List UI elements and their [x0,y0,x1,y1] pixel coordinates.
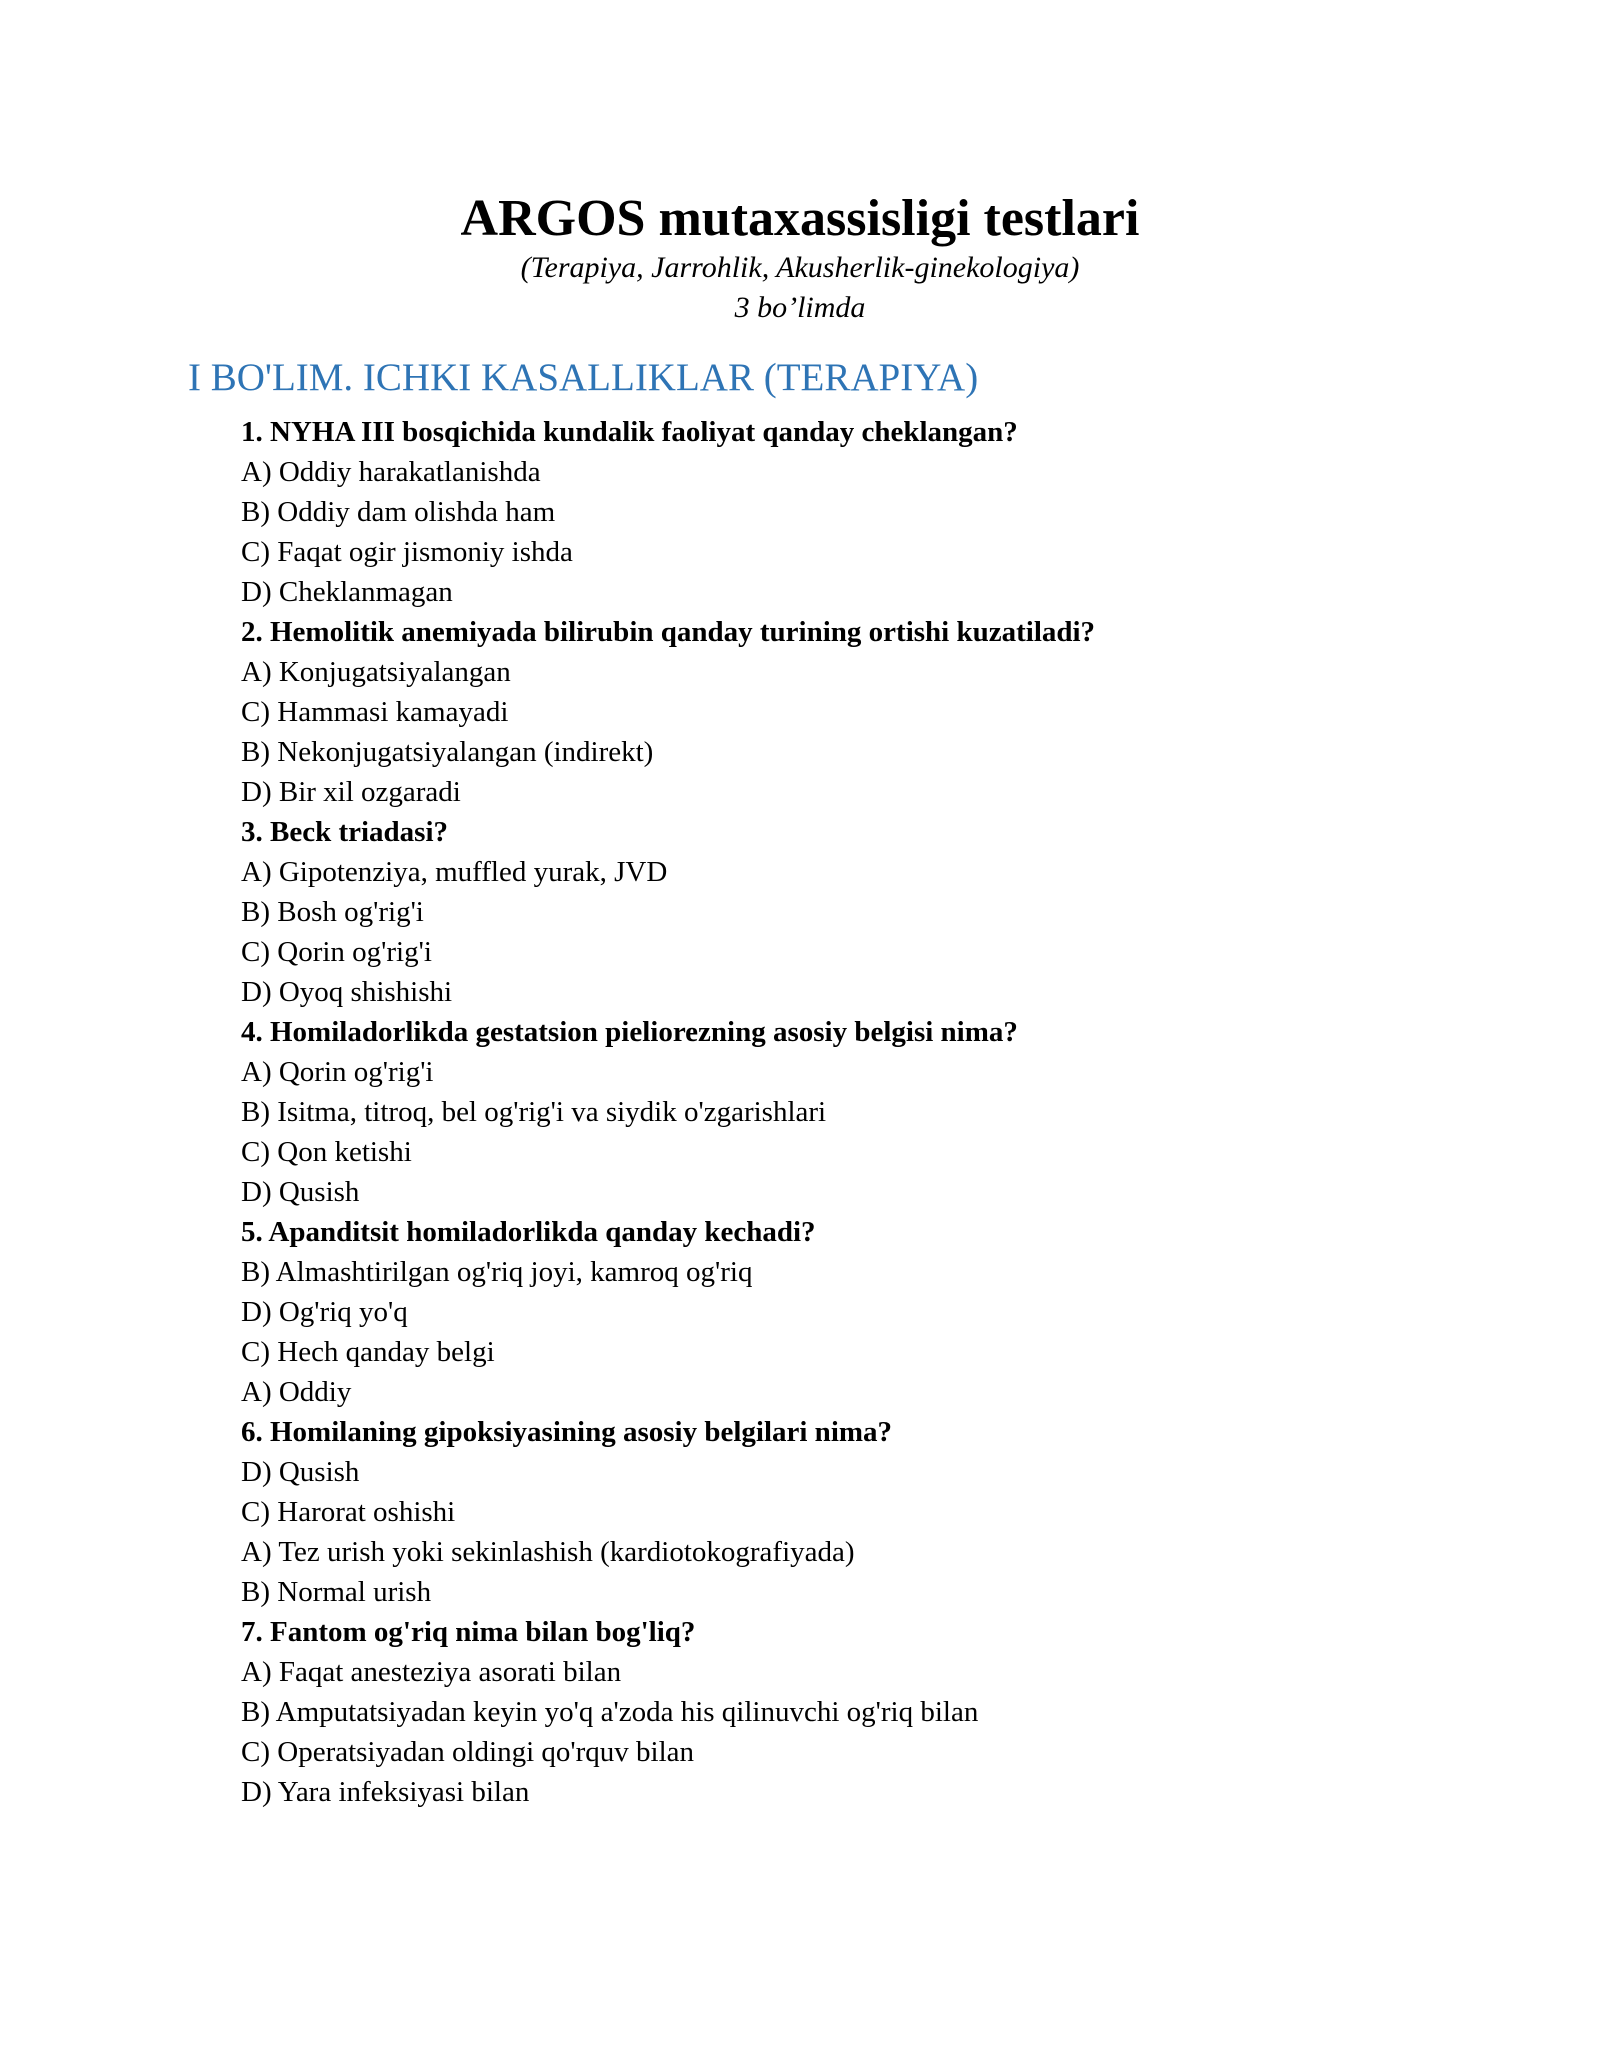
question-block [241,1612,1541,1812]
question-block [241,812,1541,1012]
answer-option: C) Qorin og'rig'i [241,936,432,968]
answer-option: D) Oyoq shishishi [241,976,453,1008]
answer-option: B) Amputatsiyadan keyin yo'q a'zoda his qilinuvchi og'riq bilan [241,1696,979,1728]
answer-option: D) Yara infeksiyasi bilan [241,1776,530,1808]
question-text: 3. Beck triadasi? [241,816,449,848]
answer-option: A) Oddiy harakatlanishda [241,456,541,488]
answer-option: A) Konjugatsiyalangan [241,656,511,688]
answer-option: B) Oddiy dam olishda ham [241,496,556,528]
question-list [241,412,1541,1812]
answer-option: B) Normal urish [241,1576,432,1608]
answer-option: A) Qorin og'rig'i [241,1056,434,1088]
question-block [241,612,1541,812]
answer-option: D) Bir xil ozgaradi [241,776,461,808]
answer-option: B) Nekonjugatsiyalangan (indirekt) [241,736,654,768]
answer-option: A) Tez urish yoki sekinlashish (kardiotokografiyada) [241,1536,855,1568]
question-text: 2. Hemolitik anemiyada bilirubin qanday turining ortishi kuzatiladi? [241,616,1096,648]
question-block [241,1012,1541,1212]
document-subtitle: (Terapiya, Jarrohlik, Akusherlik-ginekologiya) [520,251,1080,284]
answer-option: D) Cheklanmagan [241,576,453,608]
question-block [241,412,1541,612]
answer-option: C) Faqat ogir jismoniy ishda [241,536,573,568]
question-block [241,1212,1541,1412]
answer-option: C) Hech qanday belgi [241,1336,495,1368]
answer-option: C) Operatsiyadan oldingi qo'rquv bilan [241,1736,695,1768]
answer-option: C) Hammasi kamayadi [241,696,509,728]
document-title: ARGOS mutaxassisligi testlari [460,190,1140,247]
answer-option: A) Oddiy [241,1376,352,1408]
answer-option: C) Harorat oshishi [241,1496,456,1528]
question-text: 7. Fantom og'riq nima bilan bog'liq? [241,1616,696,1648]
answer-option: B) Isitma, titroq, bel og'rig'i va siydik o'zgarishlari [241,1096,827,1128]
question-text: 4. Homiladorlikda gestatsion pieliorezning asosiy belgisi nima? [241,1016,1018,1048]
document-section-count: 3 bo’limda [734,291,866,324]
question-text: 1. NYHA III bosqichida kundalik faoliyat qanday cheklangan? [241,416,1018,448]
question-text: 5. Apanditsit homiladorlikda qanday kechadi? [241,1216,816,1248]
section-heading: I BO'LIM. ICHKI KASALLIKLAR (TERAPIYA) [188,356,979,399]
question-text: 6. Homilaning gipoksiyasining asosiy belgilari nima? [241,1416,893,1448]
answer-option: B) Almashtirilgan og'riq joyi, kamroq og'riq [241,1256,753,1288]
answer-option: B) Bosh og'rig'i [241,896,424,928]
question-block [241,1412,1541,1612]
answer-option: A) Faqat anesteziya asorati bilan [241,1656,622,1688]
answer-option: D) Qusish [241,1456,360,1488]
answer-option: D) Og'riq yo'q [241,1296,408,1328]
answer-option: A) Gipotenziya, muffled yurak, JVD [241,856,668,888]
answer-option: C) Qon ketishi [241,1136,412,1168]
answer-option: D) Qusish [241,1176,360,1208]
